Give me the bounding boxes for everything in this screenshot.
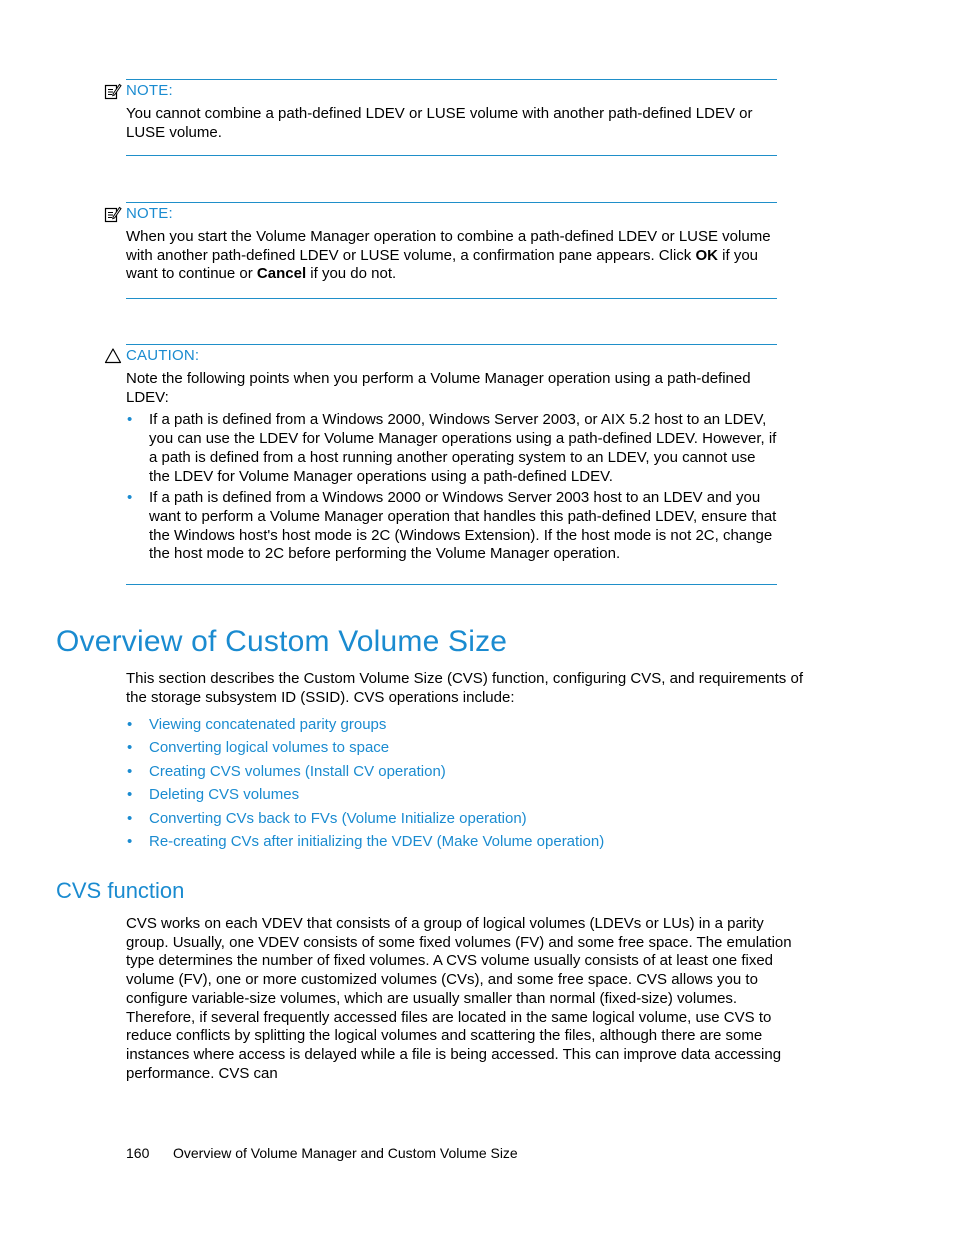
link-creating-cvs-volumes[interactable]: • Creating CVS volumes (Install CV operation) xyxy=(126,762,604,785)
link-deleting-cvs-volumes[interactable]: • Deleting CVS volumes xyxy=(126,785,604,808)
subsection-title: CVS function xyxy=(56,878,185,903)
list-item: • If a path is defined from a Windows 2000 or Windows Server 2003 host to an LDEV and you want to perform a Volume Manager operation that handles this path-defined LDEV, ensure that the Windows host's host mode is 2C (Windows Extension). If the host mode is not 2C, change the host mode to 2C before performing the Volume Manager operation. xyxy=(126,489,777,564)
note-box-1 xyxy=(126,79,777,156)
section-intro: This section describes the Custom Volume Size (CVS) function, configuring CVS, and requirements of the storage subsystem ID (SSID). CVS operations include: xyxy=(126,670,803,706)
note-label: NOTE: xyxy=(126,205,173,222)
caution-top-rule xyxy=(126,344,777,345)
note-box-2 xyxy=(126,202,777,299)
list-item: • If a path is defined from a Windows 2000, Windows Server 2003, or AIX 5.2 host to an LDEV, you can use the LDEV for Volume Manager operations using a path-defined LDEV. However, if a path is defined from a host running another operating system to an LDEV, you cannot use the LDEV for Volume Manager operations using a path-defined LDEV. xyxy=(126,411,777,486)
cvs-operations-link-list xyxy=(126,715,604,855)
link-viewing-concatenated-parity-groups[interactable]: • Viewing concatenated parity groups xyxy=(126,715,604,738)
section-title: Overview of Custom Volume Size xyxy=(56,625,508,658)
caution-intro: Note the following points when you perform a Volume Manager operation using a path-defined LDEV: xyxy=(126,370,751,406)
note-label: NOTE: xyxy=(126,82,173,99)
note-bottom-rule xyxy=(126,155,777,156)
note-text-part: if you do not. xyxy=(306,265,397,283)
link-re-creating-cvs[interactable]: • Re-creating CVs after initializing the VDEV (Make Volume operation) xyxy=(126,832,604,855)
cancel-keyword: Cancel xyxy=(256,265,307,283)
note-pencil-icon xyxy=(104,205,122,223)
chapter-title: Overview of Volume Manager and Custom Volume Size xyxy=(173,1145,518,1161)
note-text-part: if you want to continue or xyxy=(126,246,759,283)
note-pencil-icon xyxy=(104,82,122,100)
caution-bullet-list xyxy=(126,411,777,564)
link-converting-cvs-back-to-fvs[interactable]: • Converting CVs back to FVs (Volume Initialize operation) xyxy=(126,809,604,832)
caution-label: CAUTION: xyxy=(126,347,200,364)
note-top-rule xyxy=(126,79,777,80)
caution-bottom-rule xyxy=(126,584,777,585)
note-top-rule xyxy=(126,202,777,203)
page-footer xyxy=(126,1144,518,1162)
caution-heading xyxy=(126,346,777,366)
link-converting-logical-volumes-to-space[interactable]: • Converting logical volumes to space xyxy=(126,738,604,761)
caution-triangle-icon xyxy=(104,347,122,365)
caution-box xyxy=(126,344,777,585)
page-number: 160 xyxy=(126,1145,150,1161)
ok-keyword: OK xyxy=(695,246,718,264)
note-text: You cannot combine a path-defined LDEV or LUSE volume with another path-defined LDEV or LUSE volume. xyxy=(126,105,753,141)
note-text-part: When you start the Volume Manager operation to combine a path-defined LDEV or LUSE volume with another path-defined LDEV or LUSE volume, a confirmation pane appears. Click xyxy=(126,228,771,264)
subsection-text: CVS works on each VDEV that consists of a group of logical volumes (LDEVs or LUs) in a parity group. Usually, one VDEV consists of some fixed volumes (FV) and some free space. The emulation type determines the number of fixed volumes. A CVS volume usually consists of at least one fixed volume (FV), one or more customized volumes (CVs), and some free space. CVS allows you to configure variable-size volumes, which are usually smaller than normal (fixed-size) volumes. Therefore, if several frequently accessed files are located in the same logical volume, use CVS to reduce conflicts by splitting the logical volumes and scattering the files, although there are some instances where access is delayed while a file is being accessed. This can improve data accessing performance. CVS can xyxy=(126,915,792,1082)
note-text xyxy=(126,228,777,284)
note-heading xyxy=(126,204,777,224)
note-bottom-rule xyxy=(126,298,777,299)
note-heading xyxy=(126,81,777,101)
